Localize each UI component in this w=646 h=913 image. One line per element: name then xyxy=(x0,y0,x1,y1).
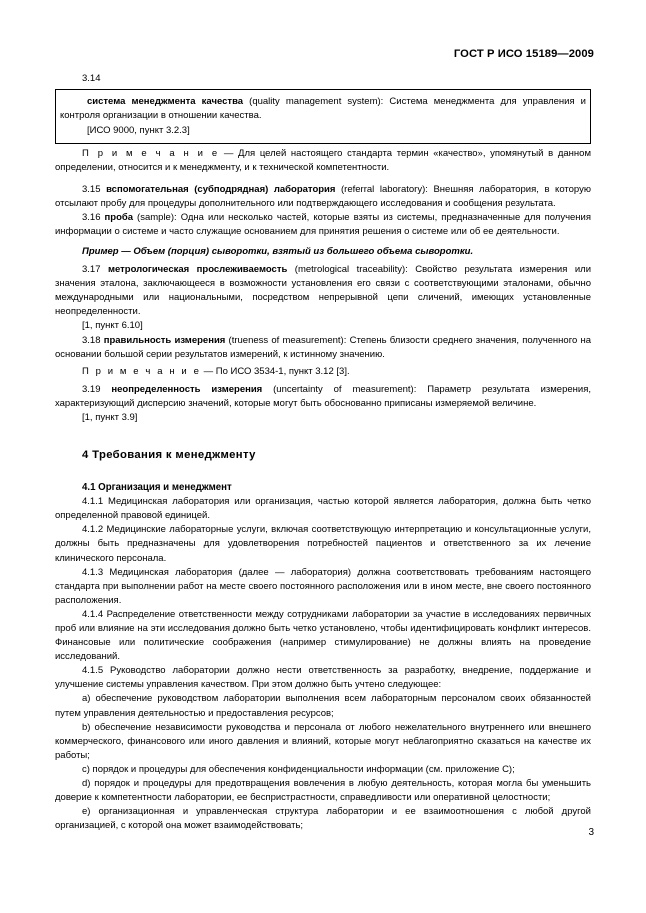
term-en-3-18: (trueness of measurement): xyxy=(225,334,350,346)
definition-body-3-16: Одна или несколько частей, которые взяты из системы, предназначенные для получения информации о системе и часто служащие основанием для принятия решения о системе или об ее деятельности. xyxy=(55,211,592,237)
document-body xyxy=(55,72,591,833)
term-ru-3-17: метрологическая прослеживаемость xyxy=(107,264,288,276)
clause-number-3-15: 3.15 xyxy=(82,183,107,195)
term-en-3-14: (quality management system): xyxy=(243,96,390,108)
paragraph-4-1-4: 4.1.4 Распределение ответственности между сотрудниками лаборатории за участие в исследованиях первичных проб или влияние на эти исследования должно быть четко установлено, чтобы идентифицировать конфликт интересов. Финансовые или политические соображения (например стимулирование) не должны влиять на проведение исследований. xyxy=(55,608,591,663)
paragraph-4-1-3: 4.1.3 Медицинская лаборатория (далее — лаборатория) должна соответствовать требованиям настоящего стандарта при выполнении работ на месте своего постоянного расположения или в ином месте, вне своего постоянного расположения. xyxy=(55,566,591,606)
list-item: b) обеспечение независимости руководства и персонала от любого нежелательного внутреннего или внешнего коммерческого, финансового или иного давления и влияний, которые могут неблагоприятно сказаться на качестве их работы; xyxy=(55,721,591,761)
source-reference-3-17: [1, пункт 6.10] xyxy=(82,320,143,332)
clause-3-19 xyxy=(55,383,591,411)
example-3-16: Пример — Объем (порция) сыворотки, взятый из большего объема сыворотки. xyxy=(82,245,474,257)
page-header: ГОСТ Р ИСО 15189—2009 xyxy=(453,48,594,60)
list-item: d) порядок и процедуры для предотвращения вовлечения в любую деятельность, которая могла бы уменьшить доверие к компетентности лаборатории, ее беспристрастности, справедливости или оперативной целостности; xyxy=(55,778,591,804)
list-item: a) обеспечение руководством лаборатории выполнения всем лабораторным персоналом своих обязанностей путем управления деятельностью и предоставления ресурсов; xyxy=(55,693,591,719)
subsection-heading-4-1: 4.1 Организация и менеджмент xyxy=(82,482,232,494)
term-ru-3-14: система менеджмента качества xyxy=(87,96,244,108)
term-ru-3-19: неопределенность измерения xyxy=(111,383,263,395)
definition-body-3-17: Свойство результата измерения или значения эталона, заключающееся в возможности установления его связи с соответствующими эталонами, обычно международными или национальными, посредством непрерывной цепи сличений, имеющих установленные неопределенности. xyxy=(55,264,591,318)
clause-number-3-16: 3.16 xyxy=(82,211,105,223)
definition-body-3-19: Параметр результата измерения, характеризующий дисперсию значений, которые могут быть обоснованно приписаны измеряемой величине. xyxy=(55,383,591,409)
subsection-4-1-wrap xyxy=(55,481,591,495)
section-4-heading-wrap xyxy=(55,447,591,463)
note-body-3-18: — По ИСО 3534-1, пункт 3.12 [3]. xyxy=(200,365,350,377)
note-3-14 xyxy=(55,147,591,175)
clause-3-15 xyxy=(55,183,591,211)
definition-body-3-15: Внешняя лаборатория, в которую отсылают пробу для процедуры дополнительного или подтверждающего исследования и сообщения результата. xyxy=(55,183,591,209)
clause-number-3-18: 3.18 xyxy=(82,334,104,346)
source-reference-3-14: [ИСО 9000, пункт 3.2.3] xyxy=(87,125,190,137)
section-heading-4: 4 Требования к менеджменту xyxy=(82,449,256,462)
term-ru-3-16: проба xyxy=(104,211,134,223)
definition-box-3-14 xyxy=(55,89,591,144)
term-en-3-15: (referral laboratory): xyxy=(335,183,434,195)
list-item: c) порядок и процедуры для обеспечения конфиденциальности информации (см. приложение C); xyxy=(82,763,515,775)
term-en-3-16: (sample): xyxy=(133,211,181,223)
clause-number-3-14: 3.14 xyxy=(82,73,101,84)
definition-body-3-18: Степень близости среднего значения, полученного на основании большой серии результатов измерений, к истинному значению. xyxy=(55,334,591,360)
term-en-3-19: (uncertainty of measurement): xyxy=(262,383,428,395)
term-ru-3-18: правильность измерения xyxy=(103,334,226,346)
term-ru-3-15: вспомогательная (субподрядная) лаборатория xyxy=(106,183,336,195)
page-number: 3 xyxy=(588,827,594,838)
paragraph-4-1-2: 4.1.2 Медицинские лабораторные услуги, включая соответствующую интерпретацию и консультационные услуги, должны быть предназначены для удовлетворения потребностей пациентов и ответственного за их лечение клинического персонала. xyxy=(55,524,591,564)
term-en-3-17: (metrological traceability): xyxy=(287,264,416,276)
definition-text-3-14 xyxy=(60,95,586,123)
clause-number-3-19: 3.19 xyxy=(82,383,112,395)
paragraph-4-1-1: 4.1.1 Медицинская лаборатория или организация, частью которой является лаборатория, должна быть четко определенной правовой единицей. xyxy=(55,496,591,522)
source-reference-3-19: [1, пункт 3.9] xyxy=(82,411,138,423)
note-label-3-18: П р и м е ч а н и е xyxy=(82,365,201,377)
note-label-3-14: П р и м е ч а н и е xyxy=(82,148,220,160)
definition-body-3-14: Система менеджмента для управления и контроля организации в отношении качества. xyxy=(60,96,586,122)
note-3-18 xyxy=(55,365,591,379)
clause-3-17 xyxy=(55,263,591,319)
list-item: e) организационная и управленческая структура лаборатории и ее взаимоотношения с любой другой организацией, с которой она может взаимодействовать; xyxy=(55,806,591,832)
note-body-3-14: — Для целей настоящего стандарта термин «качество», упомянутый в данном определении, относится и к менеджменту, и к технической компетентности. xyxy=(55,148,591,174)
paragraph-4-1-5: 4.1.5 Руководство лаборатории должно нести ответственность за разработку, внедрение, поддержание и улучшение системы управления качеством. При этом должно быть учтено следующее: xyxy=(55,665,591,691)
clause-3-16 xyxy=(55,211,591,239)
clause-number-3-17: 3.17 xyxy=(82,264,108,276)
clause-3-18 xyxy=(55,334,591,362)
